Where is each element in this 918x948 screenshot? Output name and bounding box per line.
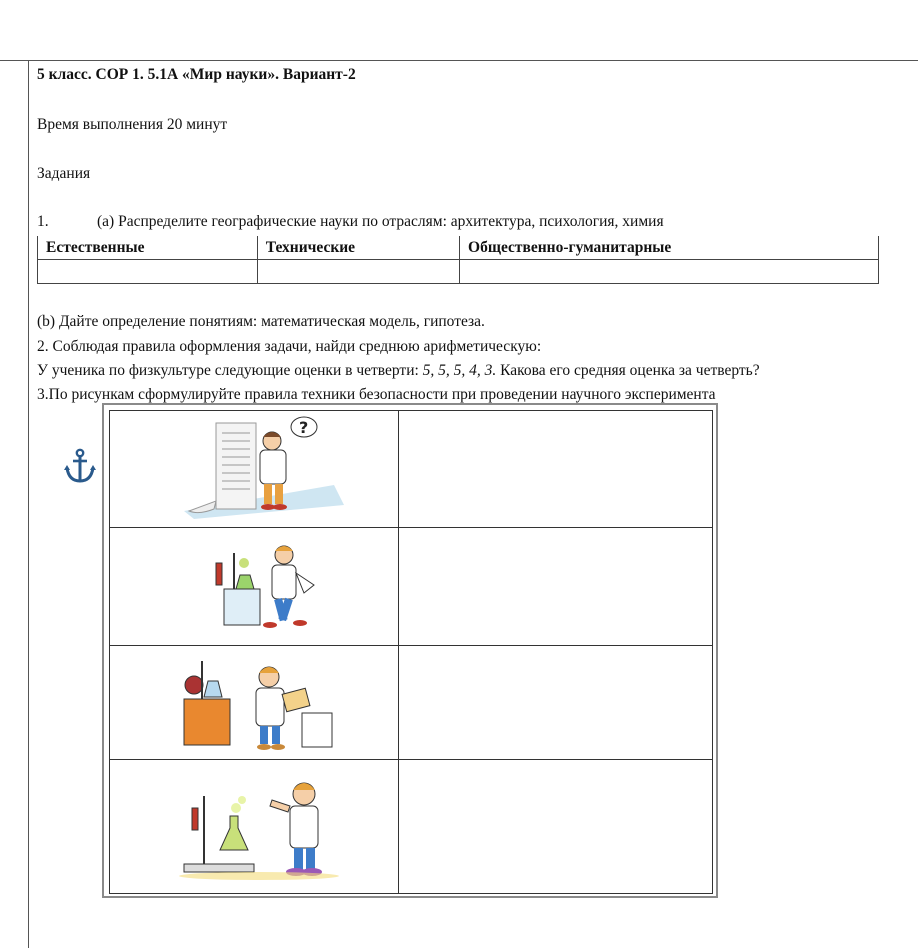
answer-cell-1[interactable]: [399, 411, 713, 528]
answer-cell-humanities[interactable]: [460, 260, 879, 284]
answer-cell-technical[interactable]: [257, 260, 459, 284]
question-2-suffix: Какова его средняя оценка за четверть?: [496, 362, 760, 379]
document-title: 5 класс. СОР 1. 5.1А «Мир науки». Вариант-2: [37, 66, 356, 83]
scientist-smelling-flask-icon: [154, 766, 354, 888]
answer-cell-3[interactable]: [399, 646, 713, 760]
safety-rules-box: [102, 403, 718, 898]
scientist-fleeing-experiment-icon: [154, 533, 354, 641]
anchor-icon[interactable]: [64, 448, 96, 484]
question-1b-text: (b) Дайте определение понятиям: математическая модель, гипотеза.: [37, 313, 485, 330]
question-1a-text: (а) Распределите географические науки по отраслям: архитектура, психология, химия: [97, 213, 664, 230]
picture-cell-4: [110, 760, 399, 894]
question-2-text: 2. Соблюдая правила оформления задачи, найди среднюю арифметическую:: [37, 338, 542, 355]
safety-row-1: [110, 411, 713, 528]
grades-list: 5, 5, 5, 4, 3.: [422, 362, 497, 379]
time-limit: Время выполнения 20 минут: [37, 116, 228, 133]
question-mark-badge: ?: [299, 418, 309, 437]
table-header-row: [38, 236, 879, 260]
picture-cell-3: [110, 646, 399, 760]
answer-cell-2[interactable]: [399, 528, 713, 646]
safety-row-4: [110, 760, 713, 894]
safety-row-3: [110, 646, 713, 760]
page-top-line: [0, 60, 30, 61]
table-answer-row: [38, 260, 879, 284]
picture-cell-1: [110, 411, 399, 528]
picture-cell-2: [110, 528, 399, 646]
scientist-reading-scroll-icon: [154, 415, 354, 523]
question-1-number: 1.: [37, 213, 49, 230]
question-3-text: 3.По рисункам сформулируйте правила техники безопасности при проведении научного эксперимента: [37, 386, 716, 403]
safety-rules-table: [109, 410, 713, 894]
tasks-heading: Задания: [37, 165, 91, 182]
question-2-detail: [37, 362, 760, 380]
column-header-humanities: Общественно-гуманитарные: [460, 236, 879, 260]
scientist-writing-notes-icon: [154, 651, 354, 755]
safety-row-2: [110, 528, 713, 646]
answer-cell-natural[interactable]: [38, 260, 258, 284]
question-2-prefix: У ученика по физкультуре следующие оценки в четверти:: [37, 362, 423, 379]
column-header-natural: Естественные: [38, 236, 258, 260]
column-header-technical: Технические: [257, 236, 459, 260]
science-classification-table: [37, 236, 879, 284]
answer-cell-4[interactable]: [399, 760, 713, 894]
